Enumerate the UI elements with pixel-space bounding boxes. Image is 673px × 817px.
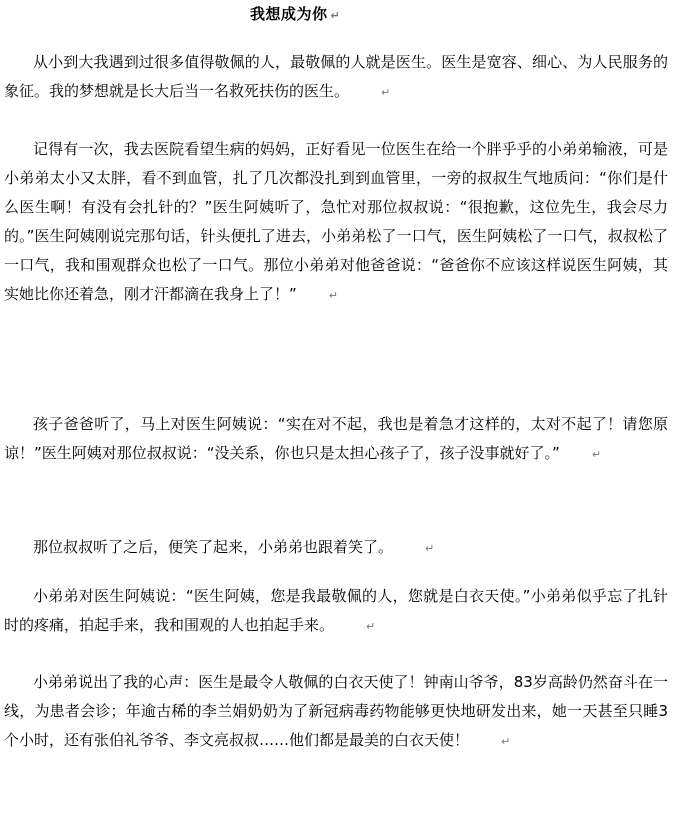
paragraph-text: 孩子爸爸听了，马上对医生阿姨说：“实在对不起，我也是着急才这样的，太对不起了！请您原谅！”医生阿姨对那位叔叔说：“没关系，你也只是太担心孩子了，孩子没事就好了。”: [4, 415, 668, 462]
paragraph-mark-icon: ↵: [328, 289, 338, 302]
paragraph-text: 小弟弟说出了我的心声：医生是最令人敬佩的白衣天使了！钟南山爷爷，83岁高龄仍然奋斗在一线，为患者会诊；年逾古稀的李兰娟奶奶为了新冠病毒药物能够更快地研发出来，她一天甚至只睡3个小时，还有张伯礼爷爷、李文亮叔叔……他们都是最美的白衣天使！: [4, 673, 668, 749]
paragraph-5: [4, 582, 668, 641]
paragraph-6: [4, 668, 668, 756]
paragraph-text: 记得有一次，我去医院看望生病的妈妈，正好看见一位医生在给一个胖乎乎的小弟弟输液，可是小弟弟太小又太胖，看不到血管，扎了几次都没扎到到血管里，一旁的叔叔生气地质问：“你们是什么医生啊！有没有会扎针的？”医生阿姨听了，急忙对那位叔叔说：“很抱歉，这位先生，我会尽力的。”医生阿姨刚说完那句话，针头便扎了进去，小弟弟松了一口气，医生阿姨松了一口气，叔叔松了一口气，我和围观群众也松了一口气。那位小弟弟对他爸爸说：“爸爸你不应该这样说医生阿姨，其实她比你还着急，刚才汗都滴在我身上了！”: [4, 140, 668, 303]
paragraph-text: 那位叔叔听了之后，便笑了起来，小弟弟也跟着笑了。: [33, 538, 394, 556]
paragraph-2: [4, 135, 668, 310]
paragraph-4: [4, 533, 668, 563]
paragraph-mark-icon: ↵: [425, 542, 435, 555]
paragraph-mark-icon: ↵: [381, 86, 391, 99]
paragraph-text: 从小到大我遇到过很多值得敬佩的人，最敬佩的人就是医生。医生是宽容、细心、为人民服务的象征。我的梦想就是长大后当一名救死扶伤的医生。: [4, 53, 668, 100]
paragraph-text: 小弟弟对医生阿姨说：“医生阿姨，您是我最敬佩的人，您就是白衣天使。”小弟弟似乎忘了扎针时的疼痛，拍起手来，我和围观的人也拍起手来。: [4, 587, 668, 634]
paragraph-mark-icon: ↵: [366, 620, 376, 633]
paragraph-mark-icon: ↵: [501, 735, 511, 748]
paragraph-mark-icon: ↵: [330, 9, 341, 22]
paragraph-1: [4, 48, 668, 107]
title-text: 我想成为你: [250, 5, 328, 23]
paragraph-3: [4, 410, 668, 469]
document-title: [250, 4, 340, 26]
paragraph-mark-icon: ↵: [591, 448, 602, 461]
